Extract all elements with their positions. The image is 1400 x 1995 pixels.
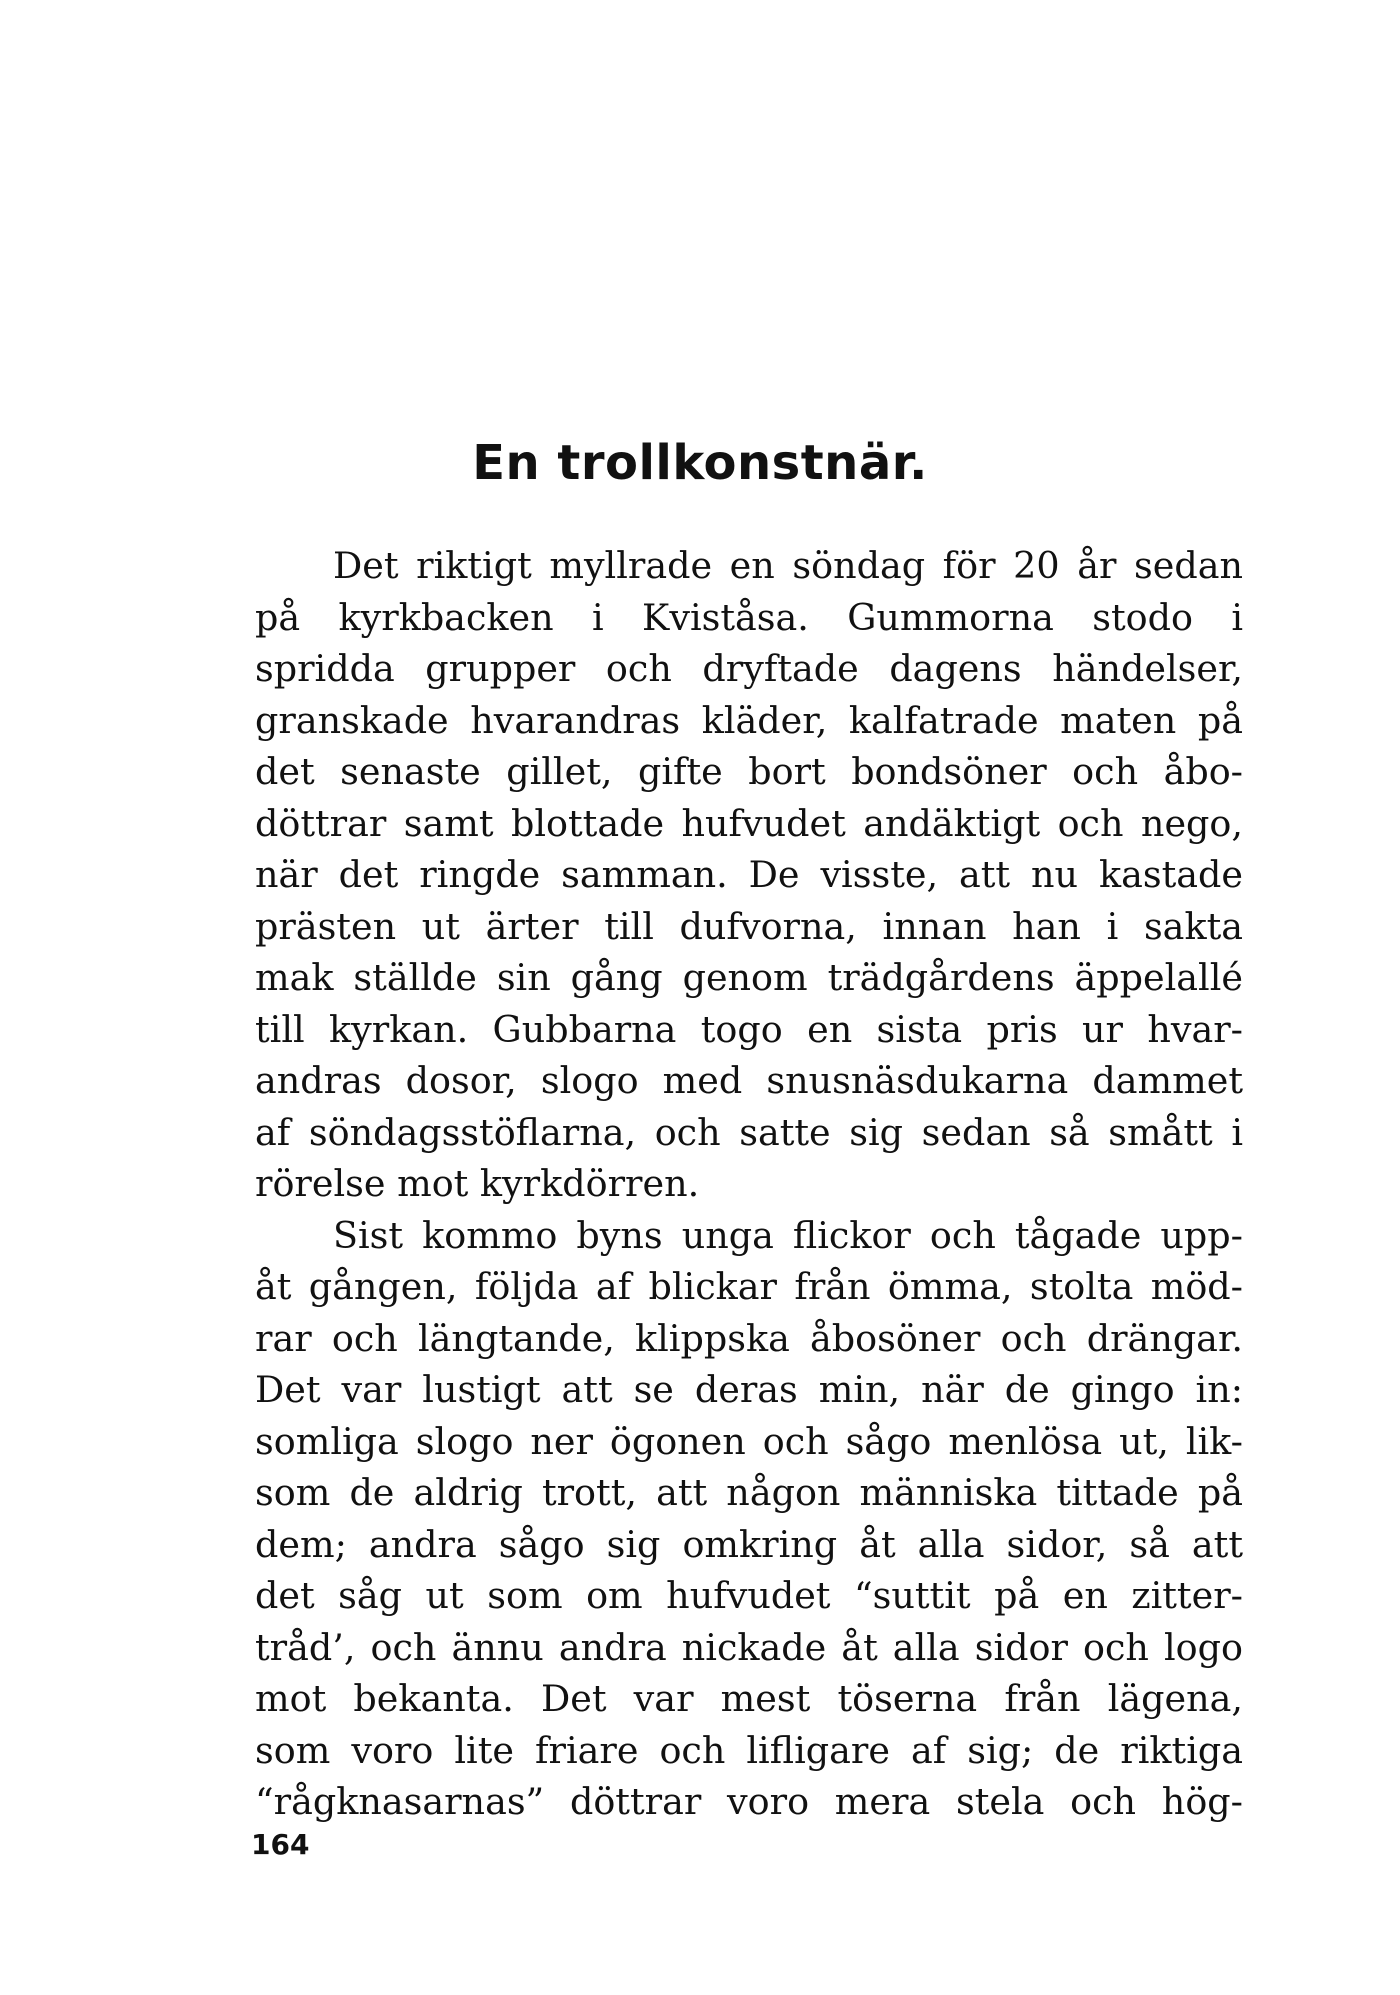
text-line: åt gången, följda af blickar från ömma, stolta möd- (255, 1265, 1243, 1308)
text-line: rörelse mot kyrkdörren. (255, 1162, 700, 1205)
text-line: af söndagsstöflarna, och satte sig sedan så smått i (255, 1110, 1243, 1154)
text-line: till kyrkan. Gubbarna togo en sista pris ur hvar- (255, 1007, 1243, 1051)
text-line: det såg ut som om hufvudet “suttit på en zitter- (255, 1574, 1243, 1617)
text-line: på kyrkbacken i Kviståsa. Gummorna stodo i (255, 595, 1243, 639)
text-line: som voro lite friare och lifligare af sig; de riktiga (255, 1728, 1243, 1772)
page-number: 164 (251, 1828, 310, 1861)
text-line: det senaste gillet, gifte bort bondsöner och åbo- (255, 750, 1243, 793)
text-line: rar och längtande, klippska åbosöner och drängar. (255, 1316, 1243, 1360)
text-line: granskade hvarandras kläder, kalfatrade maten på (255, 698, 1243, 742)
text-line: när det ringde samman. De visste, att nu kastade (255, 853, 1243, 896)
body-text (255, 540, 1243, 1828)
chapter-title: En trollkonstnär. (472, 435, 928, 491)
text-line: spridda grupper och dryftade dagens händelser, (255, 647, 1243, 690)
text-line: prästen ut ärter till dufvorna, innan han i sakta (255, 904, 1243, 948)
text-line: Sist kommo byns unga flickor och tågade upp- (333, 1213, 1243, 1257)
text-line: Det riktigt myllrade en söndag för 20 år sedan (333, 544, 1243, 587)
text-line: dem; andra sågo sig omkring åt alla sidor, så att (255, 1522, 1243, 1566)
text-line: “rågknasarnas” döttrar voro mera stela och hög- (255, 1780, 1243, 1823)
text-line: döttrar samt blottade hufvudet andäktigt och nego, (255, 801, 1243, 845)
text-line: somliga slogo ner ögonen och sågo menlösa ut, lik- (255, 1419, 1243, 1463)
text-line: mot bekanta. Det var mest töserna från lägena, (255, 1677, 1243, 1720)
text-line: Det var lustigt att se deras min, när de gingo in: (255, 1368, 1243, 1411)
text-line: som de aldrig trott, att någon människa tittade på (255, 1471, 1243, 1514)
text-line: andras dosor, slogo med snusnäsdukarna dammet (255, 1059, 1243, 1102)
text-line: mak ställde sin gång genom trädgårdens äppelallé (255, 956, 1243, 999)
text-line: tråd’, och ännu andra nickade åt alla sidor och logo (255, 1625, 1243, 1669)
